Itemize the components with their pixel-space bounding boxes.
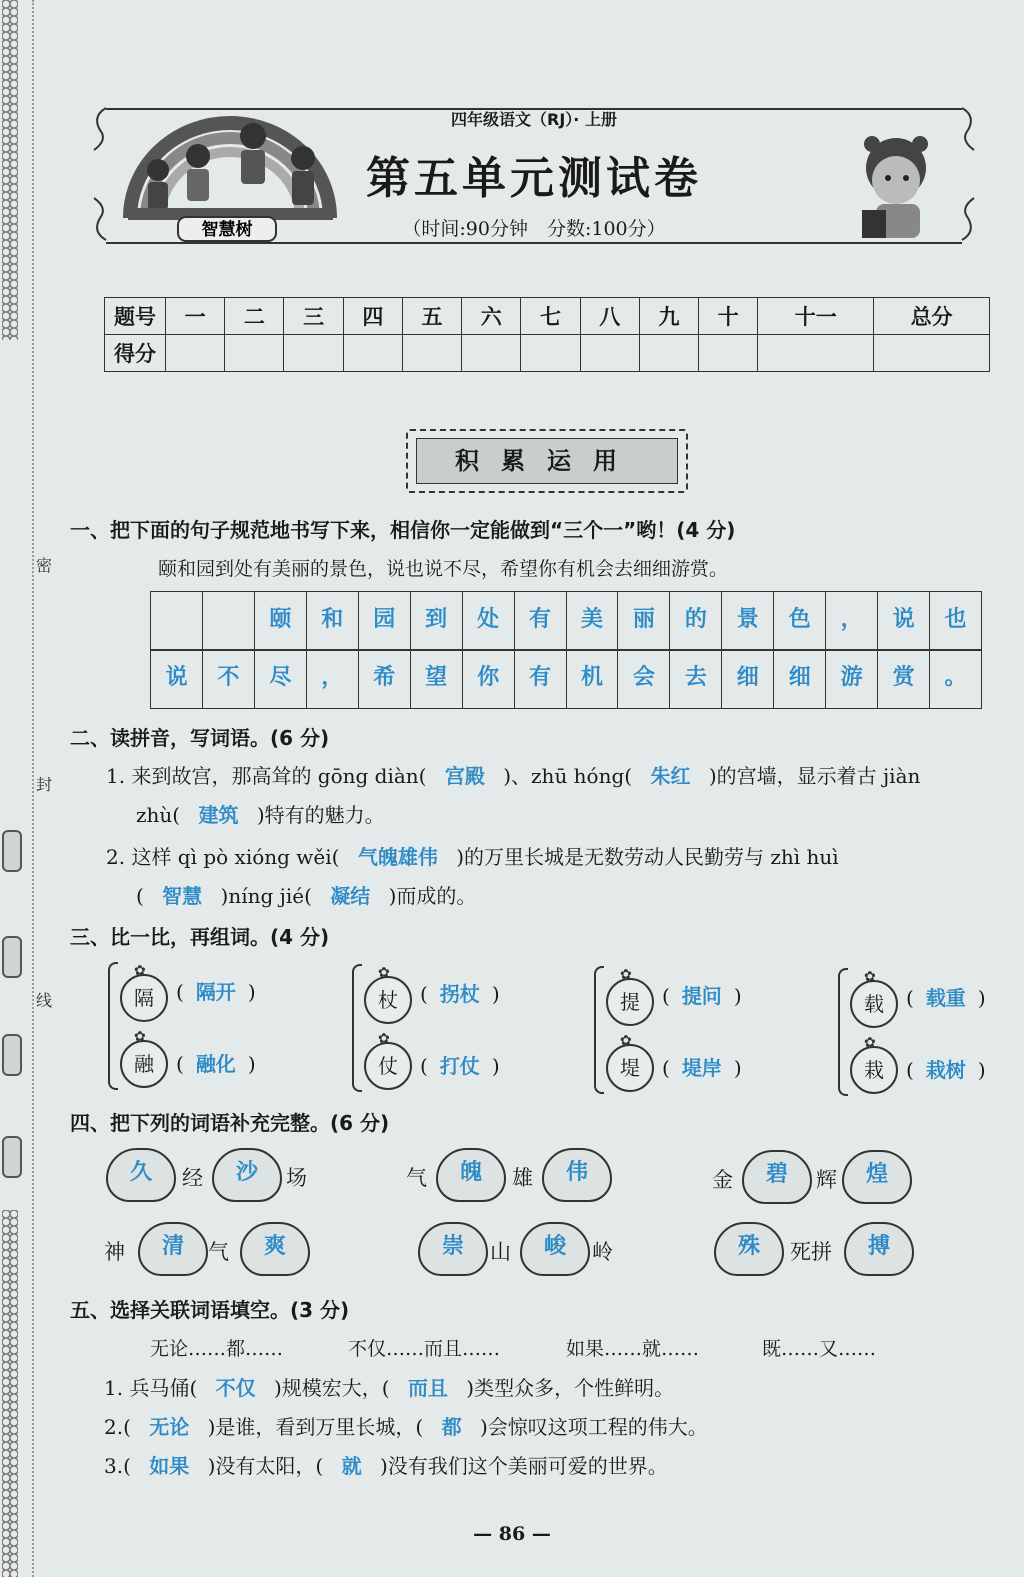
q3-answer: 载重 [925, 986, 966, 1010]
peach-char: ✿ 融 [120, 1040, 168, 1088]
score-row-label: 题号 [105, 298, 166, 335]
score-cell[interactable] [462, 335, 521, 372]
grid-cell[interactable]: 游 [826, 650, 878, 708]
score-col: 七 [521, 298, 580, 335]
seal-line [32, 0, 34, 1577]
score-cell[interactable] [758, 335, 874, 372]
q5-sentence-1 [104, 1372, 674, 1401]
q2-line1-text-b: )、zhū hóng( [503, 764, 633, 788]
grid-cell[interactable]: 丽 [618, 592, 670, 650]
q5-text: )没有太阳，( [207, 1454, 324, 1478]
q1-sentence: 颐和园到处有美丽的景色，说也说不尽，希望你有机会去细细游赏。 [158, 558, 729, 580]
q3-answer-line[interactable]: ( 拐杖 ) [420, 982, 500, 1006]
leaf-icon: ✿ [864, 1035, 876, 1051]
q4-peach-box[interactable]: 魄 [436, 1148, 506, 1202]
grid-cell[interactable]: 不 [203, 650, 255, 708]
leaf-icon: ✿ [864, 969, 876, 985]
q2-line2-text-b: )特有的魅力。 [256, 803, 385, 827]
score-col: 五 [402, 298, 461, 335]
q1-writing-grid-row1 [150, 591, 982, 651]
q3-answer: 提问 [681, 984, 722, 1008]
score-col: 总分 [874, 298, 990, 335]
binding-tab-3 [2, 1034, 22, 1076]
peach-char: ✿ 栽 [850, 1046, 898, 1094]
q2-line2-text-a: zhù( [136, 803, 181, 827]
peach-char: ✿ 载 [850, 980, 898, 1028]
grid-cell[interactable]: 去 [670, 650, 722, 708]
q2-line2 [136, 799, 385, 828]
q3-answer-line[interactable]: ( 打仗 ) [420, 1054, 500, 1078]
leaf-icon: ✿ [378, 965, 390, 981]
q2-line4-text-b: )níng jié( [220, 884, 312, 908]
q4-text: 神 [104, 1240, 125, 1264]
q4-peach-box[interactable]: 久 [106, 1148, 176, 1202]
binding-strip [0, 0, 22, 1577]
chain-pattern-bottom [2, 1210, 18, 1577]
q5-answer[interactable]: 如果 [149, 1454, 190, 1478]
brace-icon [594, 966, 604, 1094]
q4-text: 气 [406, 1166, 427, 1190]
q3-answer-line[interactable]: ( 堤岸 ) [662, 1056, 742, 1080]
grid-cell[interactable] [203, 592, 255, 650]
seal-xian: 线 [36, 991, 53, 1010]
grid-cell[interactable]: 颐 [255, 592, 307, 650]
q4-peach-box[interactable]: 清 [138, 1222, 208, 1276]
grid-cell[interactable]: 园 [359, 592, 411, 650]
q4-peach-box[interactable]: 煌 [842, 1150, 912, 1204]
grid-cell[interactable]: 你 [463, 650, 515, 708]
section-banner-label: 积累运用 [416, 438, 678, 484]
leaf-icon: ✿ [134, 963, 146, 979]
leaf-icon: ✿ [134, 1029, 146, 1045]
score-table [104, 297, 990, 372]
q3-answer: 隔开 [195, 980, 236, 1004]
q5-option: 既……又…… [762, 1338, 877, 1360]
grid-cell[interactable]: 也 [944, 607, 967, 632]
q3-answer: 拐杖 [439, 982, 480, 1006]
q5-sentence-3 [104, 1450, 668, 1479]
q5-answer[interactable]: 而且 [407, 1376, 448, 1400]
q3-answer: 栽树 [925, 1058, 966, 1082]
grid-cell[interactable]: 景 [722, 592, 774, 650]
grid-cell[interactable]: 有 [515, 592, 567, 650]
q3-pair-3 [594, 960, 814, 1100]
score-cell[interactable] [343, 335, 402, 372]
q4-peach-box[interactable]: 爽 [240, 1222, 310, 1276]
score-col: 十一 [758, 298, 874, 335]
seal-mi: 密 [36, 556, 53, 575]
score-col: 十 [699, 298, 758, 335]
book-subtitle: 四年级语文（RJ）· 上册 [451, 110, 617, 129]
q2-answer-ningjie[interactable]: 凝结 [330, 884, 371, 908]
badge-text: 智慧树 [201, 220, 253, 240]
score-cell[interactable] [166, 335, 225, 372]
score-col: 三 [284, 298, 343, 335]
q5-sentence-2 [104, 1411, 708, 1440]
q2-line1-text-c: )的宫墙，显示着古 jiàn [708, 764, 921, 788]
grid-cell[interactable]: 和 [307, 592, 359, 650]
peach-char: ✿ 杖 [364, 976, 412, 1024]
q2-line3-text-b: )的万里长城是无数劳动人民勤劳与 zhì huì [456, 845, 839, 869]
leaf-icon: ✿ [378, 1031, 390, 1047]
q3-heading: 三、比一比，再组词。(4 分) [70, 925, 330, 949]
grid-cell[interactable]: 细 [774, 650, 826, 708]
brace-icon [838, 968, 848, 1096]
grid-cell[interactable] [151, 592, 203, 650]
q2-answer-gongdian[interactable]: 宫殿 [444, 764, 485, 788]
q5-text: 2.( [104, 1415, 131, 1439]
q1-writing-grid-row2 [150, 649, 982, 709]
grid-cell[interactable]: 说 [878, 592, 930, 650]
q5-answer[interactable]: 无论 [149, 1415, 190, 1439]
q4-text: 辉 [816, 1168, 837, 1192]
time-score-info: （时间:90分钟 分数:100分） [402, 218, 666, 240]
score-table-header-row [105, 298, 990, 335]
q3-answer-line[interactable]: ( 提问 ) [662, 984, 742, 1008]
score-col: 九 [639, 298, 698, 335]
leaf-icon: ✿ [620, 967, 632, 983]
q4-peach-box[interactable]: 搏 [844, 1222, 914, 1276]
grid-cell[interactable]: 美 [567, 592, 619, 650]
q2-answer-zhihui[interactable]: 智慧 [162, 884, 203, 908]
q2-answer-jianzhu[interactable]: 建筑 [198, 803, 239, 827]
grid-cell[interactable]: 说 [151, 650, 203, 708]
grid-cell[interactable]: 机 [567, 650, 619, 708]
grid-cell[interactable]: 望 [411, 650, 463, 708]
q4-text: 气 [208, 1240, 229, 1264]
score-col: 二 [225, 298, 284, 335]
q5-text: )会惊叹这项工程的伟大。 [479, 1415, 708, 1439]
seal-feng: 封 [36, 775, 53, 794]
q3-answer: 堤岸 [681, 1056, 722, 1080]
score-col: 八 [580, 298, 639, 335]
score-cell[interactable] [402, 335, 461, 372]
q3-pair-2 [352, 958, 572, 1098]
grid-cell[interactable]: 到 [411, 592, 463, 650]
chain-pattern-top [2, 0, 18, 340]
score-cell[interactable] [284, 335, 343, 372]
q3-pair-1 [108, 956, 328, 1096]
q4-text: 场 [286, 1166, 307, 1190]
q5-text: )没有我们这个美丽可爱的世界。 [379, 1454, 668, 1478]
peach-char: ✿ 堤 [606, 1044, 654, 1092]
score-cell[interactable] [580, 335, 639, 372]
score-col: 一 [166, 298, 225, 335]
score-table-score-row [105, 335, 990, 372]
q2-heading: 二、读拼音，写词语。(6 分) [70, 726, 330, 750]
grid-cell[interactable]: 尽 [255, 650, 307, 708]
q4-text: 岭 [592, 1240, 613, 1264]
grid-cell[interactable]: 会 [618, 650, 670, 708]
q1-heading: 一、把下面的句子规范地书写下来，相信你一定能做到“三个一”哟！(4 分) [70, 518, 736, 542]
page-title: 第五单元测试卷 [366, 153, 702, 204]
binding-tab-2 [2, 936, 22, 978]
grid-cell[interactable]: 赏 [878, 650, 930, 708]
grid-cell[interactable]: ， [826, 592, 878, 650]
q3-answer: 融化 [195, 1052, 236, 1076]
peach-char: ✿ 提 [606, 978, 654, 1026]
score-cell[interactable] [521, 335, 580, 372]
score-cell[interactable] [699, 335, 758, 372]
q4-text: 金 [712, 1168, 733, 1192]
grid-cell[interactable]: 的 [670, 592, 722, 650]
q4-text: 经 [182, 1166, 203, 1190]
binding-tab-4 [2, 1136, 22, 1178]
q5-heading: 五、选择关联词语填空。(3 分) [70, 1298, 350, 1322]
q5-option: 如果……就…… [566, 1338, 700, 1360]
q2-line3-text-a: 2. 这样 qì pò xióng wěi( [106, 845, 340, 869]
q2-line4-text-c: )而成的。 [388, 884, 477, 908]
q5-text: 3.( [104, 1454, 131, 1478]
grid-cell[interactable]: 细 [722, 650, 774, 708]
q2-line1-text-a: 1. 来到故宫，那高耸的 gōng diàn( [106, 764, 427, 788]
q4-text: 山 [490, 1240, 511, 1264]
peach-char: ✿ 隔 [120, 974, 168, 1022]
grid-cell[interactable]: 处 [463, 592, 515, 650]
q5-option: 无论……都…… [150, 1338, 284, 1360]
q5-answer[interactable]: 不仅 [215, 1376, 256, 1400]
q4-peach-box[interactable]: 殊 [714, 1222, 784, 1276]
score-col: 六 [462, 298, 521, 335]
peach-char: ✿ 仗 [364, 1042, 412, 1090]
q5-text: )类型众多，个性鲜明。 [466, 1376, 675, 1400]
q4-peach-box[interactable]: 碧 [742, 1150, 812, 1204]
q4-heading: 四、把下列的词语补充完整。(6 分) [70, 1111, 390, 1135]
grid-cell[interactable]: ， [307, 650, 359, 708]
q2-line3 [106, 841, 839, 870]
q4-peach-box[interactable]: 沙 [212, 1148, 282, 1202]
q2-answer-qipoxiongwei[interactable]: 气魄雄伟 [357, 845, 438, 869]
q3-pair-4 [838, 962, 1024, 1102]
q4-text: 死拼 [790, 1240, 832, 1264]
q5-answer[interactable]: 就 [341, 1454, 362, 1478]
section-banner [406, 429, 688, 493]
binding-tab-1 [2, 830, 22, 872]
q5-text: )是谁，看到万里长城，( [207, 1415, 424, 1439]
score-cell[interactable] [225, 335, 284, 372]
q3-answer-line[interactable]: ( 隔开 ) [176, 980, 256, 1004]
score-col: 四 [343, 298, 402, 335]
q3-answer-line[interactable]: ( 栽树 ) [906, 1058, 986, 1082]
page-number: — 86 — [473, 1523, 551, 1545]
q5-answer[interactable]: 都 [441, 1415, 462, 1439]
grid-cell[interactable]: 。 [944, 665, 967, 690]
q4-peach-box[interactable]: 崇 [418, 1222, 488, 1276]
grid-cell[interactable]: 希 [359, 650, 411, 708]
brace-icon [108, 962, 118, 1090]
q5-option: 不仅……而且…… [348, 1338, 501, 1360]
grid-cell[interactable]: 有 [515, 650, 567, 708]
q2-line4-text-a: ( [136, 884, 144, 908]
grid-cell[interactable]: 色 [774, 592, 826, 650]
q2-line1 [106, 760, 920, 789]
q3-answer-line[interactable]: ( 融化 ) [176, 1052, 256, 1076]
q2-answer-zhuhong[interactable]: 朱红 [650, 764, 691, 788]
q5-text: )规模宏大，( [273, 1376, 390, 1400]
header-banner [78, 98, 990, 250]
score-cell[interactable] [874, 335, 990, 372]
q4-peach-box[interactable]: 伟 [542, 1148, 612, 1202]
q3-answer-line[interactable]: ( 载重 ) [906, 986, 986, 1010]
score-cell[interactable] [639, 335, 698, 372]
leaf-icon: ✿ [620, 1033, 632, 1049]
q3-answer: 打仗 [439, 1054, 480, 1078]
score-row-label: 得分 [105, 335, 166, 372]
q2-line4 [136, 880, 476, 909]
brace-icon [352, 964, 362, 1092]
q5-text: 1. 兵马俑( [104, 1376, 198, 1400]
q4-peach-box[interactable]: 峻 [520, 1222, 590, 1276]
q4-text: 雄 [512, 1166, 533, 1190]
